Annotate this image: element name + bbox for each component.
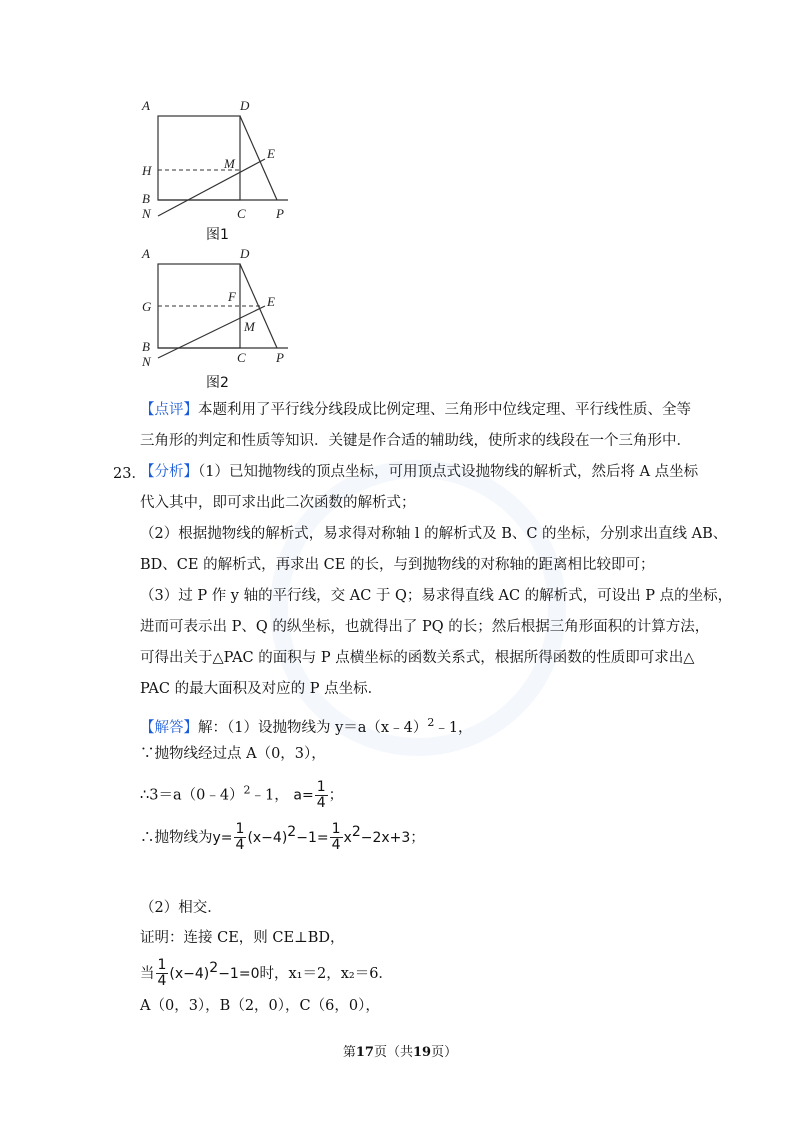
expr-part: (x−4) (169, 965, 210, 982)
figure-2-diagram (130, 240, 300, 390)
exponent: 2 (209, 960, 219, 976)
analysis-line-5: （3）过 P 作 y 轴的平行线，交 AC 于 Q；易求得直线 AC 的解析式，可设出 P 点的坐标， (140, 588, 733, 604)
fraction (330, 822, 343, 853)
label-D: D (240, 98, 250, 113)
footer-pre: 第 (342, 1045, 356, 1060)
numerator: 1 (331, 821, 341, 838)
numerator: 1 (235, 821, 245, 838)
label-B: B (142, 191, 150, 206)
denominator: 4 (157, 973, 167, 990)
exponent: 2 (351, 824, 361, 840)
expr-part: −2x+3 (360, 829, 411, 846)
label-G: G (142, 299, 152, 314)
label-H: H (142, 163, 152, 178)
analysis-line-7: 可得出关于△PAC 的面积与 P 点横坐标的函数关系式，根据所得函数的性质即可求出△ (140, 650, 695, 666)
exponent: 2 (427, 716, 435, 729)
expr-part: −1=0 (218, 965, 260, 982)
answer-line-7 (140, 958, 690, 989)
roots-text: 时，x₁＝2，x₂＝6． (259, 965, 393, 982)
answer-text-1-end: ﹣1， (434, 719, 473, 736)
label-F: F (228, 289, 236, 304)
label-E: E (267, 294, 275, 309)
answer-text-3-mid: ﹣1， (250, 787, 289, 804)
expr-part: −1= (296, 829, 329, 846)
answer-line-8: A（0，3），B（2，0），C（6，0）， (140, 998, 380, 1014)
numerator: 1 (157, 957, 167, 974)
analysis-line-6: 进而可表示出 P、Q 的纵坐标，也就得出了 PQ 的长；然后根据三角形面积的计算方法， (140, 619, 710, 635)
label-N: N (142, 354, 151, 369)
analysis-line-1 (140, 462, 699, 482)
question-number: 23． (113, 466, 146, 482)
expr-part: x (343, 829, 352, 846)
answer-tag: 【解答】 (140, 719, 198, 736)
comment-line-2: 三角形的判定和性质等知识．关键是作合适的辅助线，使所求的线段在一个三角形中． (140, 433, 691, 449)
answer-line-2: ∵抛物线经过点 A（0，3）， (140, 746, 326, 762)
exponent: 2 (287, 824, 297, 840)
fraction (156, 958, 169, 989)
label-C: C (237, 206, 246, 221)
figure-2-caption: 图2 (206, 375, 229, 391)
figure-1 (130, 92, 300, 247)
answer-text-4: ∴抛物线为 (140, 829, 213, 846)
expr-part: (x−4) (247, 829, 288, 846)
semicolon: ； (410, 829, 425, 846)
label-A: A (142, 246, 150, 261)
label-C: C (237, 350, 246, 365)
page-number: 17 (355, 1045, 374, 1060)
a-equals: a= (293, 787, 314, 804)
answer-line-1 (140, 713, 690, 738)
label-P: P (276, 350, 284, 365)
answer-line-3 (140, 780, 690, 811)
semicolon: ； (328, 787, 344, 804)
denominator: 4 (235, 837, 245, 854)
label-E: E (267, 146, 275, 161)
exponent: 2 (243, 783, 251, 797)
figure-1-caption: 图1 (206, 227, 229, 243)
analysis-line-2: 代入其中，即可求出此二次函数的解析式； (140, 495, 416, 511)
answer-line-4 (140, 822, 690, 853)
analysis-line-3: （2）根据抛物线的解析式，易求得对称轴 l 的解析式及 B、C 的坐标，分别求出直线 AB、 (140, 526, 728, 542)
analysis-line-4: BD、CE 的解析式，再求出 CE 的长，与到抛物线的对称轴的距离相比较即可； (140, 557, 655, 573)
figure-2 (130, 240, 300, 390)
label-N: N (142, 206, 151, 221)
label-D: D (240, 246, 250, 261)
denominator: 4 (316, 795, 326, 811)
label-M: M (224, 156, 235, 171)
label-M: M (244, 319, 255, 334)
analysis-text-1: （1）已知抛物线的顶点坐标，可用顶点式设抛物线的解析式，然后将 A 点坐标 (198, 464, 699, 480)
comment-tag: 【点评】 (140, 402, 198, 418)
page-footer (0, 1041, 800, 1060)
denominator: 4 (331, 837, 341, 854)
answer-text-1: 解：（1）设抛物线为 y＝a（x﹣4） (198, 719, 428, 736)
analysis-line-8: PAC 的最大面积及对应的 P 点坐标． (140, 681, 383, 697)
when-text: 当 (140, 965, 155, 982)
label-P: P (276, 206, 284, 221)
footer-mid: 页（共 (373, 1045, 413, 1060)
answer-text-3: ∴3＝a（0﹣4） (140, 787, 244, 804)
answer-line-6: 证明：连接 CE，则 CE⊥BD， (140, 930, 345, 946)
page-total: 19 (413, 1045, 432, 1060)
y-equals: y= (212, 829, 233, 846)
numerator: 1 (316, 779, 326, 795)
fraction (315, 780, 328, 811)
comment-line-1 (140, 400, 690, 420)
label-A: A (142, 98, 150, 113)
fraction (234, 822, 247, 853)
analysis-tag: 【分析】 (140, 464, 198, 480)
answer-line-5: （2）相交． (140, 900, 222, 916)
comment-text-1: 本题利用了平行线分线段成比例定理、三角形中位线定理、平行线性质、全等 (198, 402, 691, 418)
footer-post: 页） (431, 1045, 458, 1060)
label-B: B (142, 339, 150, 354)
